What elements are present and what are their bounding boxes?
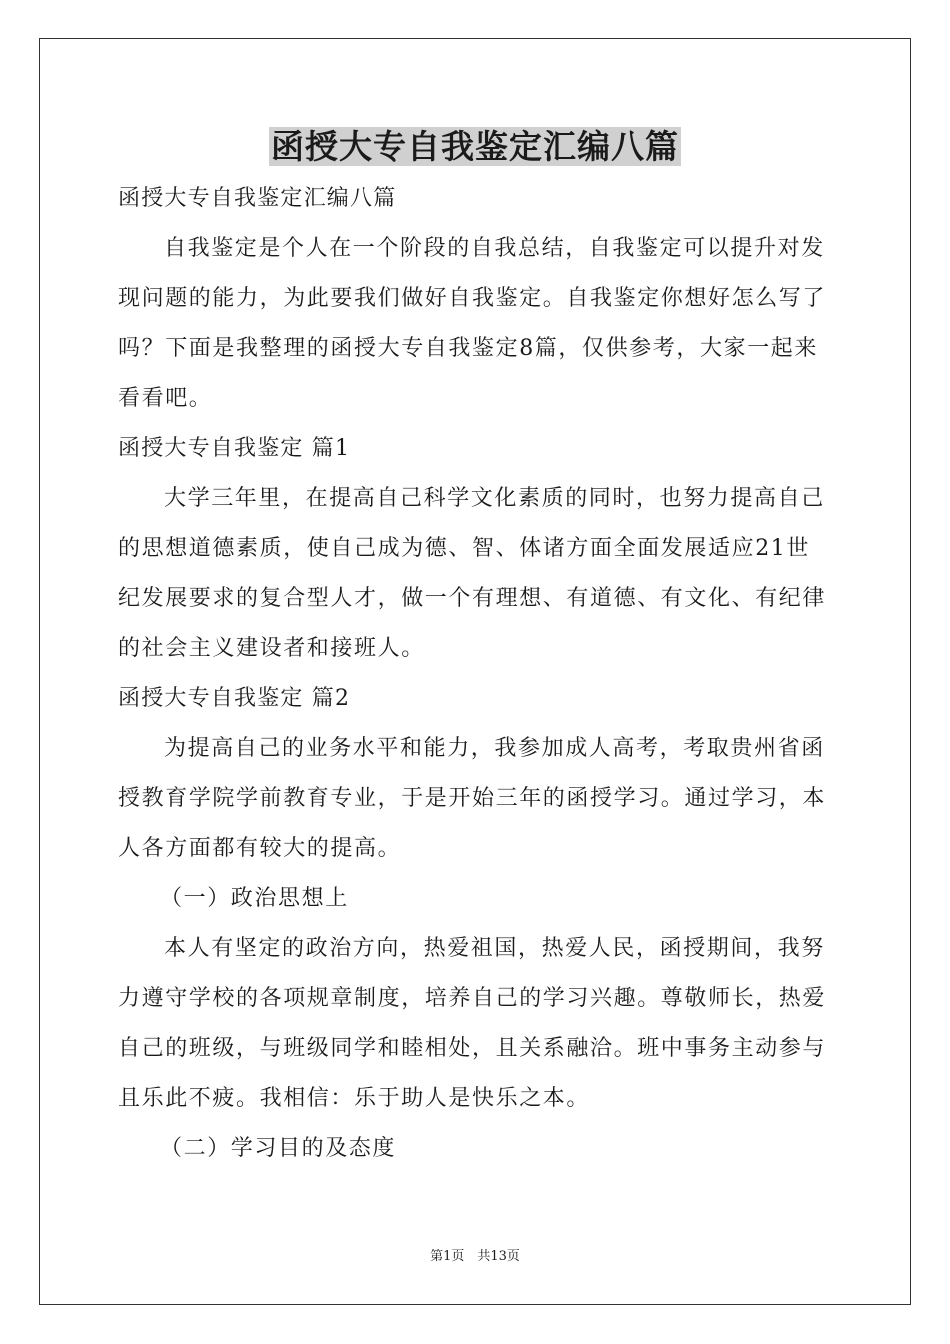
paragraph-line: 自己的班级，与班级同学和睦相处，且关系融洽。班中事务主动参与 — [118, 1036, 827, 1061]
paragraph-line: 纪发展要求的复合型人才，做一个有理想、有道德、有文化、有纪律 — [118, 586, 827, 611]
paragraph-line: 现问题的能力，为此要我们做好自我鉴定。自我鉴定你想好怎么写了 — [118, 286, 827, 311]
paragraph-line: 为提高自己的业务水平和能力，我参加成人高考，考取贵州省函 — [164, 736, 825, 761]
document-subtitle: 函授大专自我鉴定汇编八篇 — [118, 186, 397, 211]
paragraph-line: 的思想道德素质，使自己成为德、智、体诸方面全面发展适应21世 — [118, 536, 810, 561]
section-heading: 函授大专自我鉴定 篇1 — [118, 436, 351, 461]
paragraph-line: 看看吧。 — [118, 386, 213, 411]
paragraph-line: 自我鉴定是个人在一个阶段的自我总结，自我鉴定可以提升对发 — [164, 236, 825, 261]
paragraph-line: 人各方面都有较大的提高。 — [118, 836, 402, 861]
page-border — [39, 38, 911, 1305]
paragraph-line: 大学三年里，在提高自己科学文化素质的同时，也努力提高自己 — [164, 486, 825, 511]
paragraph-line: 授教育学院学前教育专业，于是开始三年的函授学习。通过学习，本 — [118, 786, 827, 811]
subsection-heading: （一）政治思想上 — [160, 886, 349, 911]
paragraph-line: 吗？下面是我整理的函授大专自我鉴定8篇，仅供参考，大家一起来 — [118, 336, 818, 361]
document-title-text: 函授大专自我鉴定汇编八篇 — [271, 127, 679, 166]
paragraph-line: 本人有坚定的政治方向，热爱祖国，热爱人民，函授期间，我努 — [164, 936, 825, 961]
paragraph-line: 的社会主义建设者和接班人。 — [118, 636, 425, 661]
paragraph-line: 且乐此不疲。我相信：乐于助人是快乐之本。 — [118, 1086, 591, 1111]
subsection-heading: （二）学习目的及态度 — [160, 1136, 397, 1161]
paragraph-line: 力遵守学校的各项规章制度，培养自己的学习兴趣。尊敬师长，热爱 — [118, 986, 827, 1011]
section-heading: 函授大专自我鉴定 篇2 — [118, 686, 351, 711]
document-title — [0, 125, 950, 169]
page-footer: 第1页 共13页 — [430, 1249, 520, 1264]
